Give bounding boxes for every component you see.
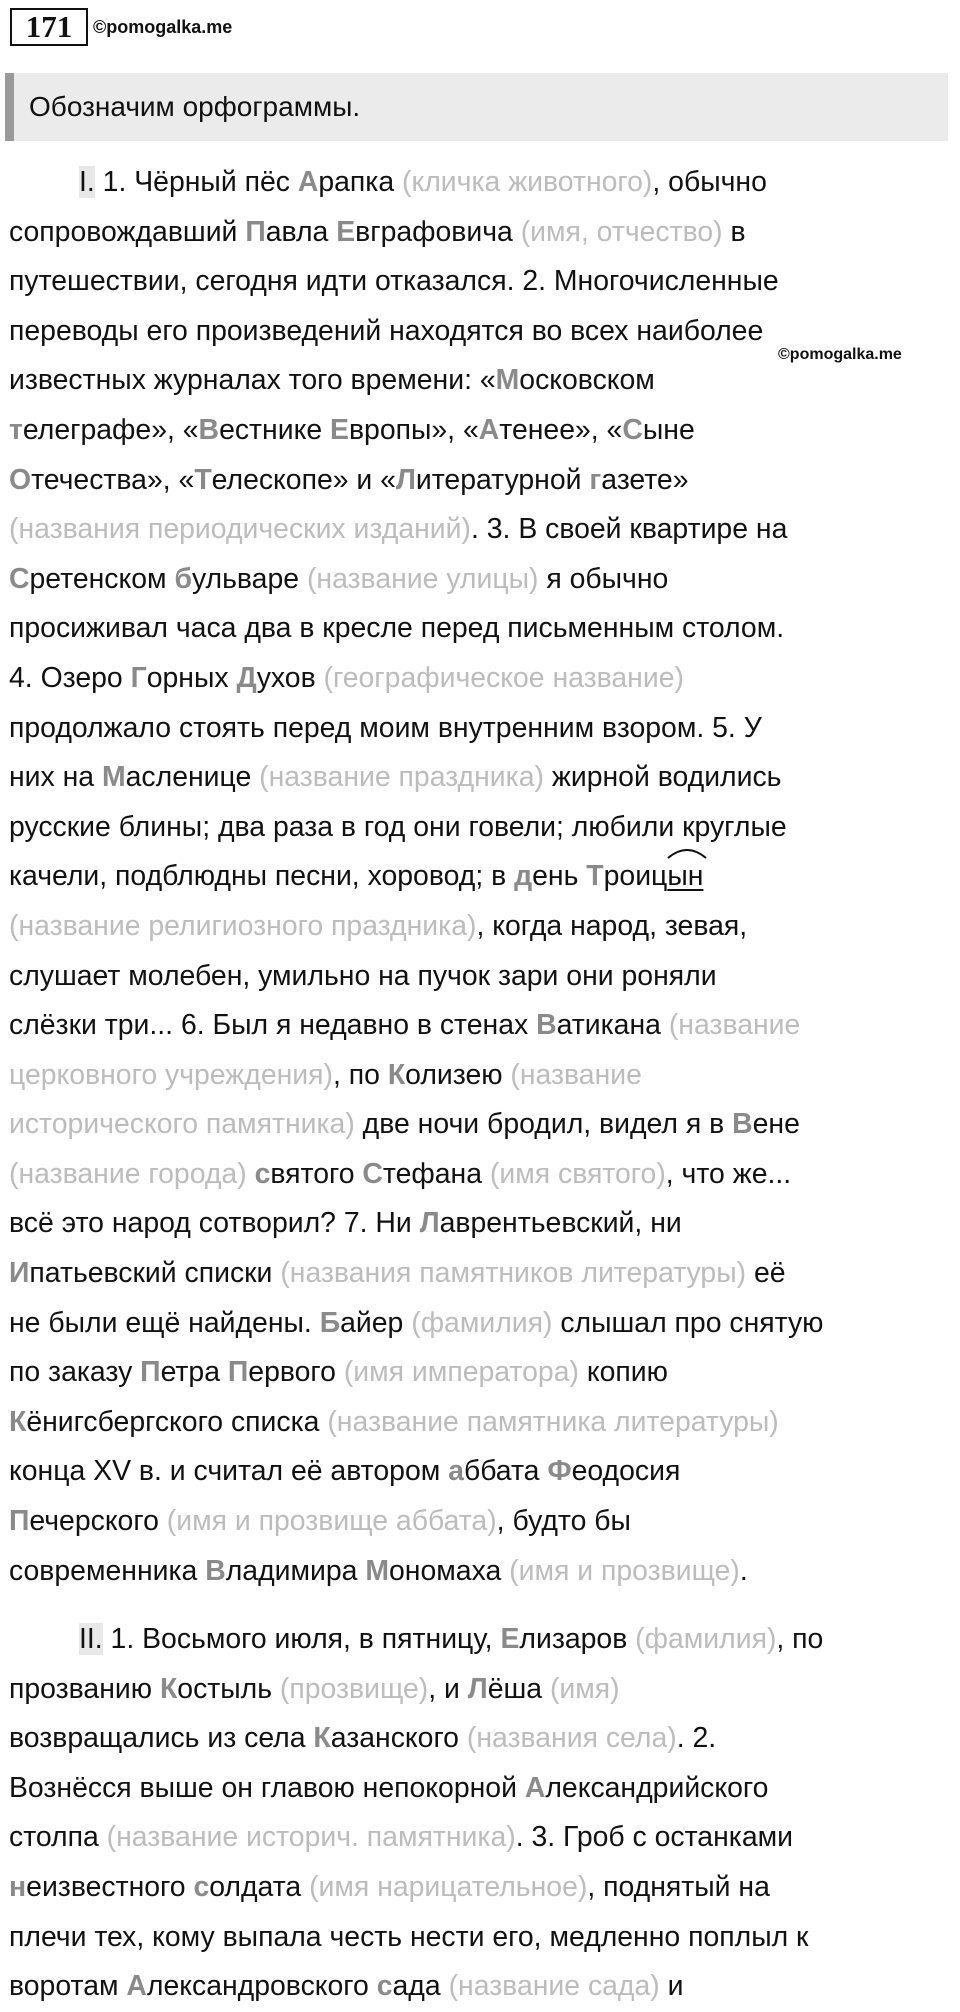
text-run: ёнигсбергского списка [26, 1405, 328, 1438]
capital-letter: М [495, 364, 520, 397]
text-run: слушает молебен, умильно на пучок зари они роняли [9, 959, 717, 992]
part-two-text [9, 1615, 944, 2012]
task-header [5, 73, 948, 141]
suffix-mark: ын [667, 860, 703, 892]
text-run: ыне [642, 413, 695, 446]
text-line [9, 208, 944, 258]
text-line [9, 555, 944, 605]
text-run: , что же... [665, 1157, 792, 1190]
text-run: , когда народ, зевая, [476, 909, 748, 942]
brand-watermark-inline: ©pomogalka.me [778, 346, 902, 363]
text-run: тенее», « [499, 413, 623, 446]
text-run: , поднятый на [587, 1870, 770, 1903]
capital-letter: Г [130, 661, 147, 694]
text-run: не были ещё найдены. [9, 1306, 320, 1339]
grey-note: (названия села) [466, 1722, 677, 1755]
capital-letter: В [205, 1554, 226, 1587]
grey-note: (фамилия) [411, 1306, 553, 1339]
text-run: естнике [219, 413, 331, 446]
text-line [9, 1547, 944, 1597]
roman-numeral: I. [79, 166, 95, 198]
grey-note: (название сада) [448, 1970, 660, 2003]
text-run: ономаха [389, 1554, 510, 1587]
grey-note: (имя императора) [343, 1356, 579, 1389]
exercise-number: 171 [10, 8, 88, 46]
text-run: , будто бы [496, 1505, 631, 1538]
text-run: атикана [556, 1009, 669, 1042]
capital-letter: П [140, 1356, 161, 1389]
text-line [9, 852, 944, 902]
text-line [9, 356, 944, 406]
text-run: остыль [177, 1672, 280, 1705]
grey-note: (названия памятников литературы) [280, 1257, 747, 1290]
text-run: ада [392, 1970, 449, 2003]
text-run: вграфовича [355, 215, 521, 248]
text-run: Вознёсся выше он главою непокорной [9, 1771, 525, 1804]
grey-note: (названия периодических изданий) [9, 513, 471, 546]
text-run: елескопе» и « [211, 463, 396, 496]
text-run: течества», « [31, 463, 195, 496]
text-line [9, 1714, 944, 1764]
grey-note: (название памятника литературы) [327, 1405, 779, 1438]
text-run: и [659, 1970, 684, 2003]
text-run: елеграфе», « [22, 413, 199, 446]
capital-letter: К [9, 1405, 27, 1438]
text-line [9, 307, 944, 357]
capital-letter: С [622, 413, 643, 446]
text-run: качели, подблюдны песни, хоровод; в [9, 860, 515, 893]
capital-letter: Т [586, 860, 604, 893]
text-run: олдата [209, 1870, 310, 1903]
text-run: в [722, 215, 746, 248]
text-run: етра [160, 1356, 228, 1389]
text-run: азанского [330, 1722, 467, 1755]
capital-letter: Л [467, 1672, 488, 1705]
text-run: воротам [9, 1970, 127, 2003]
text-run: лександровского [146, 1970, 377, 2003]
text-line [9, 1913, 944, 1963]
text-run [247, 1158, 255, 1190]
part-one-text [9, 158, 944, 1596]
grey-note: (имя и прозвище аббата) [166, 1505, 497, 1538]
text-run: ёша [487, 1672, 550, 1705]
grey-note: (имя и прозвище) [509, 1554, 740, 1587]
capital-letter: Д [236, 661, 257, 694]
text-run: азете» [601, 463, 689, 496]
text-line [9, 158, 944, 208]
text-line [9, 604, 944, 654]
text-line [9, 456, 944, 506]
text-run: , по [332, 1058, 388, 1091]
capital-letter: К [313, 1722, 331, 1755]
capital-letter: С [362, 1157, 383, 1190]
text-run: современника [9, 1554, 206, 1587]
grey-note: (название религиозного праздника) [9, 909, 477, 942]
capital-letter: б [174, 562, 192, 595]
text-line [9, 1398, 944, 1448]
text-run: продолжало стоять перед моим внутренним взором. 5. У [9, 711, 762, 744]
capital-letter: с [254, 1157, 271, 1190]
text-run: две ночи бродил, видел я в [354, 1108, 733, 1141]
capital-letter: П [245, 215, 266, 248]
text-line [9, 1249, 944, 1299]
text-line [9, 1764, 944, 1814]
capital-letter: К [387, 1058, 406, 1091]
text-run: жирной водились [543, 761, 782, 794]
text-line [9, 1863, 944, 1913]
grey-note: церковного учреждения) [9, 1058, 333, 1091]
roman-numeral: II. [79, 1623, 103, 1655]
text-run: осковском [519, 364, 655, 397]
text-line [9, 902, 944, 952]
text-run: переводы его произведений находятся во всех наиболее [9, 314, 764, 347]
text-line [9, 1813, 944, 1863]
grey-note: (кличка животного) [402, 166, 653, 198]
grey-note: (название историч. памятника) [106, 1821, 516, 1854]
text-line [9, 952, 944, 1002]
capital-letter: Б [319, 1306, 341, 1339]
text-line [9, 1497, 944, 1547]
text-run: еизвестного [26, 1870, 194, 1903]
grey-note: (название [510, 1058, 642, 1091]
capital-letter: И [9, 1257, 30, 1290]
capital-letter: А [478, 413, 500, 446]
grey-note: (название города) [9, 1157, 247, 1190]
grey-note: (имя, отчество) [520, 215, 723, 248]
text-run: орных [146, 661, 237, 694]
text-line [9, 1150, 944, 1200]
text-run: . 2. [676, 1722, 717, 1755]
text-run: слышал про снятую [552, 1306, 824, 1339]
text-run: плечи тех, кому выпала честь нести его, медленно поплыл к [9, 1920, 809, 1953]
capital-letter: В [536, 1009, 557, 1042]
text-run: столпа [9, 1821, 107, 1854]
text-line [9, 1665, 944, 1715]
text-line [9, 704, 944, 754]
text-line [9, 753, 944, 803]
text-run: тефана [382, 1157, 490, 1190]
text-run: роиц [603, 860, 668, 893]
text-line [9, 406, 944, 456]
text-line [9, 1447, 944, 1497]
capital-letter: М [101, 761, 126, 794]
text-run: айер [340, 1306, 412, 1339]
text-run: ретенском [29, 562, 175, 595]
text-run: ббата [463, 1455, 548, 1488]
capital-letter: Е [500, 1623, 520, 1655]
text-run: всё это народ сотворил? 7. Ни [9, 1207, 420, 1240]
capital-letter: О [9, 463, 32, 496]
capital-letter: А [524, 1771, 546, 1804]
text-run: лизаров [519, 1623, 636, 1655]
capital-letter: Т [194, 463, 212, 496]
text-run: . 3. В своей квартире на [470, 513, 788, 546]
capital-letter: Л [419, 1207, 440, 1240]
capital-letter: К [159, 1672, 178, 1705]
text-line [9, 654, 944, 704]
text-line [9, 803, 944, 853]
text-run: слёзки три... 6. Был я недавно в стенах [9, 1009, 537, 1042]
text-line [9, 1348, 944, 1398]
text-run: ечерского [29, 1505, 167, 1538]
text-run: . [739, 1554, 748, 1587]
grey-note: исторического памятника) [9, 1108, 355, 1141]
capital-letter: М [365, 1554, 390, 1587]
capital-letter: д [514, 860, 533, 893]
grey-note: (имя святого) [489, 1157, 666, 1190]
text-run: еодосия [571, 1455, 681, 1488]
text-run: асленице [125, 761, 260, 794]
capital-letter: П [227, 1356, 249, 1389]
text-run: итературной [415, 463, 590, 496]
text-line [9, 505, 944, 555]
text-run: ухов [256, 661, 324, 694]
text-run: 4. Озеро [9, 661, 131, 694]
text-line [9, 1199, 944, 1249]
text-run: олизею [405, 1058, 511, 1091]
capital-letter: г [589, 463, 602, 496]
text-run: известных журналах того времени: « [9, 364, 496, 397]
text-run: , и [428, 1672, 468, 1705]
capital-letter: Е [336, 215, 356, 248]
text-run: путешествии, сегодня идти отказался. 2. Многочисленные [9, 265, 779, 298]
text-line [9, 1051, 944, 1101]
grey-note: (имя) [549, 1672, 620, 1705]
text-run: русские блины; два раза в год они говели; любили круглые [9, 810, 787, 843]
capital-letter: Е [330, 413, 349, 446]
text-run: её [746, 1257, 786, 1290]
text-run: ервого [248, 1356, 344, 1389]
text-run: , обычно [652, 166, 767, 198]
text-run: конца XV в. и считал её автором [9, 1455, 449, 1488]
text-line [9, 1615, 944, 1665]
capital-letter: В [198, 413, 220, 446]
text-run: 1. Чёрный пёс [94, 166, 298, 198]
capital-letter: Ф [547, 1455, 572, 1488]
capital-letter: с [376, 1970, 393, 2003]
text-run: ульваре [191, 562, 307, 595]
text-run: авла [265, 215, 337, 248]
capital-letter: н [9, 1870, 27, 1903]
text-run: патьевский списки [29, 1257, 281, 1290]
text-run: рапка [318, 166, 403, 198]
text-run: . 3. Гроб с останками [515, 1821, 793, 1854]
text-run: вятого [270, 1157, 363, 1190]
text-run: лександрийского [545, 1771, 769, 1804]
capital-letter: А [297, 166, 319, 198]
text-run: ень [532, 860, 587, 893]
text-run: возвращались из села [9, 1722, 314, 1755]
text-run: копию [578, 1356, 668, 1389]
text-run: , по [776, 1623, 824, 1655]
capital-letter: т [9, 413, 23, 446]
text-run: просиживал часа два в кресле перед письменным столом. [9, 612, 785, 645]
text-line [9, 1962, 944, 2012]
capital-letter: С [9, 562, 30, 595]
task-header-text: Обозначим орфограммы. [29, 91, 361, 122]
text-run: сопровождавший [9, 215, 246, 248]
text-line [9, 1299, 944, 1349]
text-run: ене [752, 1108, 800, 1141]
capital-letter: А [126, 1970, 147, 2003]
capital-letter: а [448, 1455, 464, 1488]
text-run: ладимира [225, 1554, 366, 1587]
grey-note: (имя нарицательное) [309, 1870, 588, 1903]
capital-letter: с [193, 1870, 210, 1903]
text-run: прозванию [9, 1672, 160, 1705]
capital-letter: Л [395, 463, 416, 496]
text-run: аврентьевский, ни [439, 1207, 682, 1240]
suffix-arc-icon [667, 844, 707, 860]
text-run: них на [9, 761, 102, 794]
text-line [9, 257, 944, 307]
text-run: я обычно [538, 562, 669, 595]
text-line [9, 1001, 944, 1051]
grey-note: (прозвище) [279, 1672, 429, 1705]
grey-note: (фамилия) [635, 1623, 777, 1655]
text-run: 1. Восьмого июля, в пятницу, [102, 1623, 501, 1655]
text-run: вропы», « [348, 413, 479, 446]
grey-note: (географическое название) [323, 661, 684, 694]
grey-note: (название улицы) [306, 562, 539, 595]
grey-note: (название праздника) [259, 761, 544, 794]
capital-letter: П [9, 1505, 30, 1538]
text-line [9, 1100, 944, 1150]
capital-letter: В [732, 1108, 753, 1141]
grey-note: (название [668, 1009, 801, 1042]
text-run: по заказу [9, 1356, 141, 1389]
brand-watermark: ©pomogalka.me [93, 17, 233, 37]
